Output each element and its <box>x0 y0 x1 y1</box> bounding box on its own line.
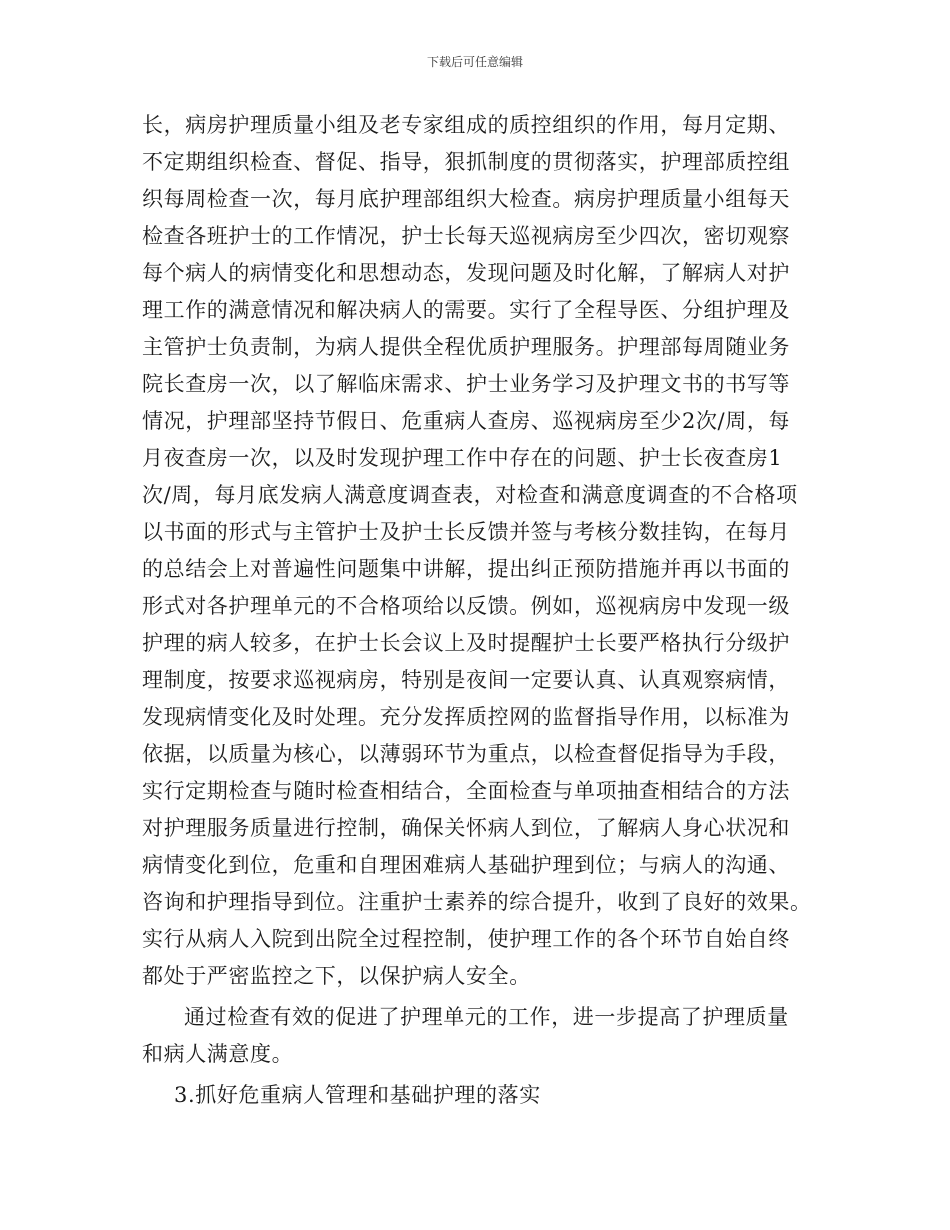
text-line: 的总结会上对普遍性问题集中讲解，提出纠正预防措施并再以书面的 <box>142 557 790 581</box>
text-line: 月夜查房一次，以及时发现护理工作中存在的问题、护士长夜查房1 <box>142 446 783 470</box>
text-line: 护理的病人较多，在护士长会议上及时提醒护士长要严格执行分级护 <box>142 631 790 655</box>
body-text <box>142 107 810 1114</box>
text-line: 每个病人的病情变化和思想动态，发现问题及时化解，了解病人对护 <box>142 261 790 285</box>
text-line: 病情变化到位，危重和自理困难病人基础护理到位；与病人的沟通、 <box>142 853 790 877</box>
text-line: 不定期组织检查、督促、指导，狠抓制度的贯彻落实，护理部质控组 <box>142 150 790 174</box>
section-heading: 3.抓好危重病人管理和基础护理的落实 <box>174 1083 541 1107</box>
text-line: 实行从病人入院到出院全过程控制，使护理工作的各个环节自始自终 <box>142 927 790 951</box>
text-line: 对护理服务质量进行控制，确保关怀病人到位，了解病人身心状况和 <box>142 816 790 840</box>
text-line: 织每周检查一次，每月底护理部组织大检查。病房护理质量小组每天 <box>142 187 790 211</box>
text-line: 咨询和护理指导到位。注重护士素养的综合提升，收到了良好的效果。 <box>142 890 812 914</box>
paragraph-2-line-2: 和病人满意度。 <box>142 1042 294 1066</box>
paragraph-2-line-1: 通过检查有效的促进了护理单元的工作，进一步提高了护理质量 <box>184 1005 789 1029</box>
text-line: 依据，以质量为核心，以薄弱环节为重点，以检查督促指导为手段， <box>142 742 790 766</box>
text-line: 理制度，按要求巡视病房，特别是夜间一定要认真、认真观察病情， <box>142 668 790 692</box>
text-line: 实行定期检查与随时检查相结合，全面检查与单项抽查相结合的方法 <box>142 779 790 803</box>
text-line: 形式对各护理单元的不合格项给以反馈。例如，巡视病房中发现一级 <box>142 594 790 618</box>
text-line: 次/周，每月底发病人满意度调查表，对检查和满意度调查的不合格项 <box>142 483 798 507</box>
text-line: 院长查房一次，以了解临床需求、护士业务学习及护理文书的书写等 <box>142 372 790 396</box>
text-line: 发现病情变化及时处理。充分发挥质控网的监督指导作用，以标准为 <box>142 705 790 729</box>
text-line: 主管护士负责制，为病人提供全程优质护理服务。护理部每周随业务 <box>142 335 790 359</box>
text-line: 都处于严密监控之下，以保护病人安全。 <box>142 964 531 988</box>
text-line: 以书面的形式与主管护士及护士长反馈并签与考核分数挂钩，在每月 <box>142 520 790 544</box>
text-line: 检查各班护士的工作情况，护士长每天巡视病房至少四次，密切观察 <box>142 224 790 248</box>
text-line: 长，病房护理质量小组及老专家组成的质控组织的作用，每月定期、 <box>142 113 790 137</box>
text-line: 理工作的满意情况和解决病人的需要。实行了全程导医、分组护理及 <box>142 298 790 322</box>
text-line: 情况，护理部坚持节假日、危重病人查房、巡视病房至少2次/周，每 <box>142 409 791 433</box>
page-header-note: 下载后可任意编辑 <box>426 55 523 69</box>
